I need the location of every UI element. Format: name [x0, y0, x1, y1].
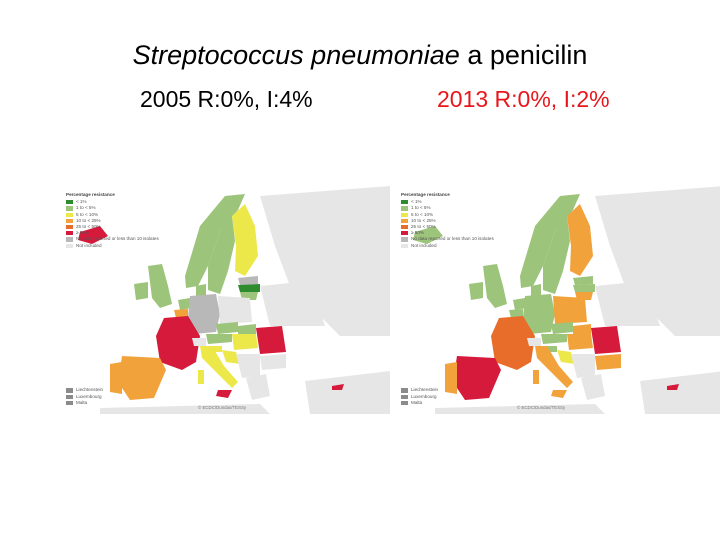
title-species: Streptococcus pneumoniae: [132, 40, 460, 70]
legend-row-not-included: [66, 243, 159, 249]
legend-label: 10 to < 25%: [411, 217, 436, 223]
swatch-icon: [66, 213, 73, 217]
region-switzerland: [192, 338, 206, 346]
small-country-label: Malta: [76, 399, 88, 405]
legend-title: Percentage resistance: [401, 192, 450, 197]
swatch-icon: [66, 200, 73, 204]
region-bulgaria: [595, 354, 621, 370]
small-country-row: [66, 400, 103, 406]
swatch-icon: [401, 213, 408, 217]
swatch-icon: [66, 219, 73, 223]
map-2005-credit: © ECDC/Dundas/TESSy: [198, 405, 247, 410]
region-switzerland: [527, 338, 541, 346]
region-hungary: [232, 334, 258, 350]
small-country-label: Luxembourg: [76, 393, 102, 399]
small-country-row: [401, 400, 438, 406]
swatch-icon: [66, 237, 73, 241]
legend-label: No data reported or less than 10 isolates: [76, 236, 159, 242]
region-latvia: [238, 284, 260, 292]
swatch-icon: [66, 388, 73, 392]
legend-label: 10 to < 25%: [76, 217, 101, 223]
swatch-icon: [401, 388, 408, 392]
map-2013: [395, 186, 720, 414]
title-drug: a penicilin: [459, 40, 588, 70]
swatch-icon: [401, 231, 408, 235]
region-romania: [591, 326, 621, 354]
map-2013-credit: © ECDC/Dundas/TESSy: [517, 405, 566, 410]
legend-label: 25 to < 50%: [76, 224, 101, 230]
small-country-label: Liechtenstein: [411, 387, 439, 393]
legend-row-not-included: [401, 243, 494, 249]
swatch-icon: [401, 244, 408, 248]
legend-label: 1 to < 5%: [411, 205, 431, 211]
map-2013-legend: [401, 192, 494, 249]
subtitle-2005: 2005 R:0%, I:4%: [140, 86, 313, 112]
region-czechia: [216, 322, 238, 334]
region-czechia: [551, 322, 573, 334]
region-denmark: [196, 284, 206, 296]
map-2005-legend: [66, 192, 159, 249]
legend-label: No data reported or less than 10 isolates: [411, 236, 494, 242]
region-ireland: [134, 282, 148, 300]
swatch-icon: [401, 401, 408, 405]
legend-label: 25 to < 50%: [411, 224, 436, 230]
slide-title: [0, 40, 720, 71]
swatch-icon: [401, 225, 408, 229]
swatch-icon: [401, 237, 408, 241]
region-poland: [553, 296, 587, 324]
legend-label: 5 to < 10%: [76, 211, 99, 217]
legend-label: 1 to < 5%: [76, 205, 96, 211]
region-ireland: [469, 282, 483, 300]
swatch-icon: [66, 244, 73, 248]
region-sardinia: [533, 370, 539, 384]
map-2005: [60, 186, 390, 414]
small-country-label: Liechtenstein: [76, 387, 104, 393]
map-2005-small-countries: [66, 387, 103, 406]
small-country-label: Malta: [411, 399, 423, 405]
region-hungary: [567, 334, 593, 350]
swatch-icon: [401, 206, 408, 210]
legend-label: < 1%: [76, 199, 87, 205]
swatch-icon: [66, 401, 73, 405]
region-romania: [256, 326, 286, 354]
swatch-icon: [66, 225, 73, 229]
region-poland: [218, 296, 252, 324]
swatch-icon: [66, 206, 73, 210]
map-2013-small-countries: [401, 387, 438, 406]
legend-label: Not included: [76, 242, 102, 248]
region-latvia: [573, 284, 595, 292]
swatch-icon: [66, 231, 73, 235]
legend-title: Percentage resistance: [66, 192, 115, 197]
legend-label: 5 to < 10%: [411, 211, 434, 217]
legend-label: Not included: [411, 242, 437, 248]
region-portugal: [445, 362, 457, 394]
legend-label: ≥ 50%: [411, 230, 424, 236]
region-sardinia: [198, 370, 204, 384]
subtitle-2013: 2013 R:0%, I:2%: [437, 86, 610, 112]
region-denmark: [531, 284, 541, 296]
legend-label: < 1%: [411, 199, 422, 205]
small-country-label: Luxembourg: [411, 393, 437, 399]
swatch-icon: [401, 395, 408, 399]
swatch-icon: [66, 395, 73, 399]
region-bulgaria: [260, 354, 286, 370]
legend-label: ≥ 50%: [76, 230, 89, 236]
region-portugal: [110, 362, 122, 394]
swatch-icon: [401, 200, 408, 204]
swatch-icon: [401, 219, 408, 223]
